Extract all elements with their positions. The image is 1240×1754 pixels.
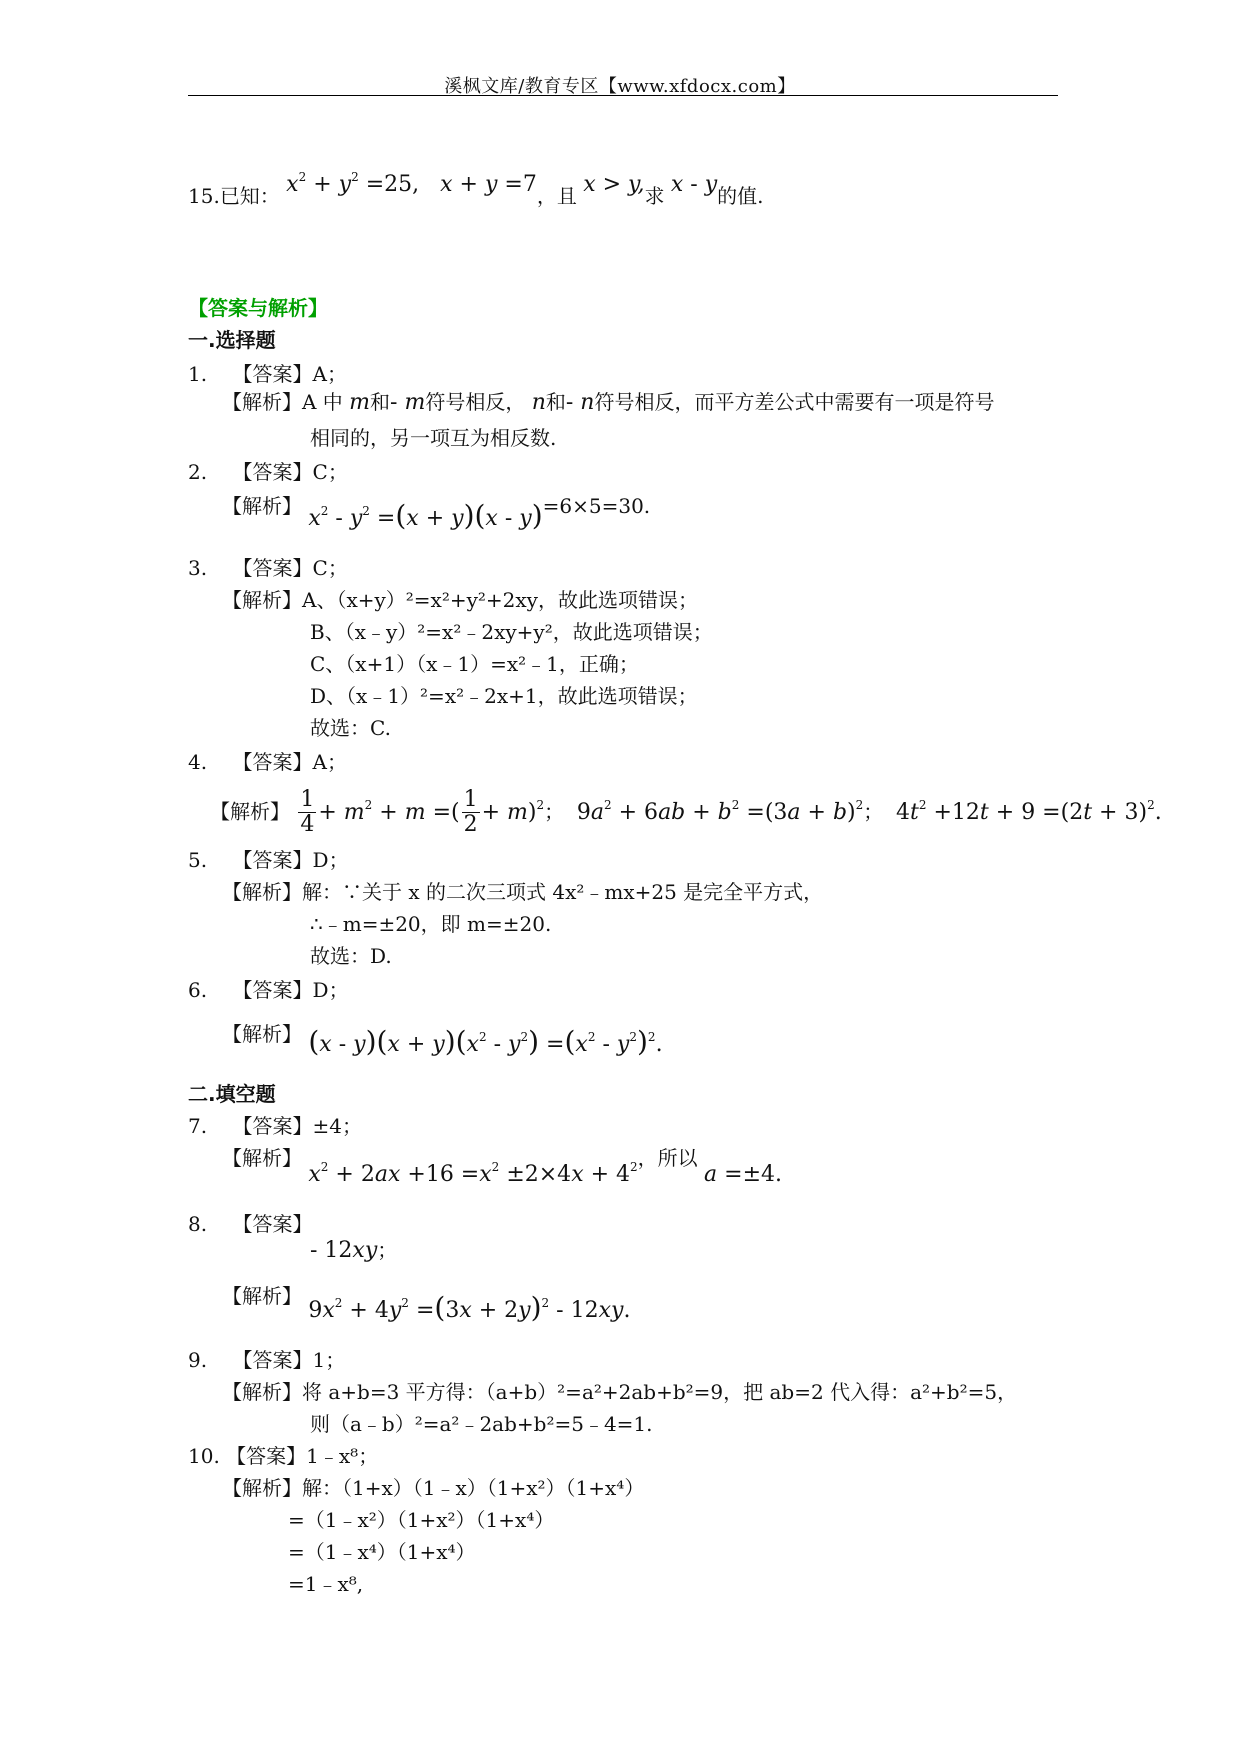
- answer-3: [188, 554, 348, 582]
- section-fill: 二.填空题: [188, 1082, 276, 1106]
- exp-line: B、（x﹣y）²=x²﹣2xy+y²，故此选项错误；: [310, 620, 713, 644]
- answer-8: [188, 1210, 313, 1238]
- exp-text: 和: [370, 390, 391, 414]
- exp-line: 解：（1+x）（1﹣x）（1+x²）（1+x⁴）: [302, 1476, 645, 1500]
- exp-line: =（1﹣x⁴）（1+x⁴）: [288, 1540, 476, 1564]
- answer-text: 【答案】A；: [232, 362, 347, 386]
- item-number: 6.: [188, 978, 208, 1002]
- explanation-label: 【解析】: [222, 1476, 302, 1500]
- exp-text: 符号相反，: [425, 390, 526, 414]
- explanation-6: 【解析】 $(x - y)(x + y)(x^2 - y^2) =(x^2 - y^2)^2$.: [222, 1022, 663, 1058]
- explanation-5: [222, 878, 823, 906]
- exp-line: 解：∵关于 x 的二次三项式 4x²﹣mx+25 是完全平方式，: [302, 880, 824, 904]
- item-number: 8.: [188, 1212, 208, 1236]
- answer-7: [188, 1112, 362, 1140]
- item-number: 1.: [188, 362, 208, 386]
- explanation-label: 【解析】: [222, 1380, 302, 1404]
- explanation-label: 【解析】: [222, 1284, 302, 1308]
- page-header: 溪枫文库/教育专区【www.xfdocx.com】: [444, 76, 796, 97]
- exp-line: 将 a+b=3 平方得：（a+b）²=a²+2ab+b²=9，把 ab=2 代入得：a²+b²=5，: [302, 1380, 1018, 1404]
- answer-8-value: - 12xy；: [310, 1238, 398, 1263]
- q15-prefix: 已知：: [219, 184, 280, 208]
- explanation-label: 【解析】: [222, 494, 302, 518]
- q15-suffix: 的值.: [717, 184, 764, 208]
- answer-5: [188, 846, 349, 874]
- explanation-label: 【解析】: [222, 390, 302, 414]
- q15-equations: $x^2 + y^2 =25$, x + y =7: [286, 170, 537, 197]
- explanation-1-cont: 相同的，另一项互为相反数.: [310, 426, 557, 450]
- exp-line: D、（x﹣1）²=x²﹣2x+1，故此选项错误；: [310, 684, 698, 708]
- exp-line: A、（x+y）²=x²+y²+2xy，故此选项错误；: [302, 588, 698, 612]
- q15-target: x - y: [670, 172, 718, 197]
- explanation-7: 【解析】 $x^2 + 2ax +16 =x^2 \pm 2\times 4x + 4^2$，所以 a =±4.: [222, 1146, 782, 1187]
- q15-mid: ，且: [536, 184, 577, 208]
- answer-text: 【答案】A；: [232, 750, 347, 774]
- header-rule: [188, 95, 1058, 96]
- answer-text: 【答案】1；: [232, 1348, 346, 1372]
- answer-2: [188, 458, 348, 486]
- answer-1: [188, 360, 347, 388]
- q15-ask: 求: [644, 184, 665, 208]
- item-number: 5.: [188, 848, 208, 872]
- exp-line: 故选：D.: [310, 944, 392, 968]
- exp-text: 和: [545, 390, 566, 414]
- question-15: [188, 170, 764, 211]
- item-number: 4.: [188, 750, 208, 774]
- exp-line: 故选：C.: [310, 716, 391, 740]
- explanation-2: 【解析】 $x^2 - y^2 =(x + y)(x - y)=6\times 5=30$.: [222, 494, 651, 532]
- answer-text: 【答案】1﹣x⁸；: [226, 1444, 379, 1468]
- answer-text: 【答案】C；: [232, 460, 348, 484]
- answer-4: [188, 748, 347, 776]
- exp-line: 则（a﹣b）²=a²﹣2ab+b²=5﹣4=1.: [310, 1412, 653, 1436]
- answers-title: 【答案与解析】: [188, 296, 328, 320]
- exp-text: A 中: [302, 390, 343, 414]
- q15-condition: x > y,: [583, 172, 645, 197]
- answer-9: [188, 1346, 345, 1374]
- explanation-9: [222, 1378, 1017, 1406]
- exp-text: =6×5=30.: [542, 494, 651, 518]
- answer-text: 【答案】: [232, 1212, 313, 1236]
- answer-text: 【答案】±4；: [232, 1114, 363, 1138]
- answer-10: [188, 1442, 378, 1470]
- explanation-label: 【解析】: [222, 880, 302, 904]
- exp-line: C、（x+1）（x﹣1）=x²﹣1，正确；: [310, 652, 639, 676]
- explanation-label: 【解析】: [222, 588, 302, 612]
- explanation-8: 【解析】 $9x^2 + 4y^2 =(3x + 2y)^2 - 12xy$.: [222, 1284, 631, 1324]
- explanation-1: 【解析】A 中 m和- m符号相反， n和- n符号相反，而平方差公式中需要有一项是符号: [222, 390, 995, 415]
- exp-text: 符号相反，而平方差公式中需要有一项是符号: [594, 390, 995, 414]
- explanation-4: 【解析】 $\frac{1}{4}$ + $m^2 + m$ =( $\frac{1}{2}$ + m)$^2$； $9a^2 + 6ab + b^2 =(3a + b)^2$； $4t^2 +12t + 9 =(2t + 3)^2$.: [210, 787, 1162, 837]
- answer-6: [188, 976, 349, 1004]
- item-number: 7.: [188, 1114, 208, 1138]
- item-number: 3.: [188, 556, 208, 580]
- exp-text: ，所以: [637, 1146, 698, 1170]
- item-number: 9.: [188, 1348, 208, 1372]
- answer-text: 【答案】D；: [232, 848, 349, 872]
- exp-line: =1﹣x⁸,: [288, 1572, 364, 1596]
- explanation-10: [222, 1474, 644, 1502]
- explanation-label: 【解析】: [222, 1146, 302, 1170]
- exp-line: ∴﹣m=±20，即 m=±20.: [310, 912, 552, 936]
- answer-text: 【答案】D；: [232, 978, 349, 1002]
- q15-number: 15.: [188, 184, 220, 208]
- explanation-label: 【解析】: [222, 1022, 302, 1046]
- item-number: 10.: [188, 1444, 220, 1468]
- exp-line: =（1﹣x²）（1+x²）（1+x⁴）: [288, 1508, 555, 1532]
- explanation-3: [222, 586, 698, 614]
- item-number: 2.: [188, 460, 208, 484]
- explanation-label: 【解析】: [210, 799, 290, 824]
- answer-text: 【答案】C；: [232, 556, 348, 580]
- section-choice: 一.选择题: [188, 328, 276, 352]
